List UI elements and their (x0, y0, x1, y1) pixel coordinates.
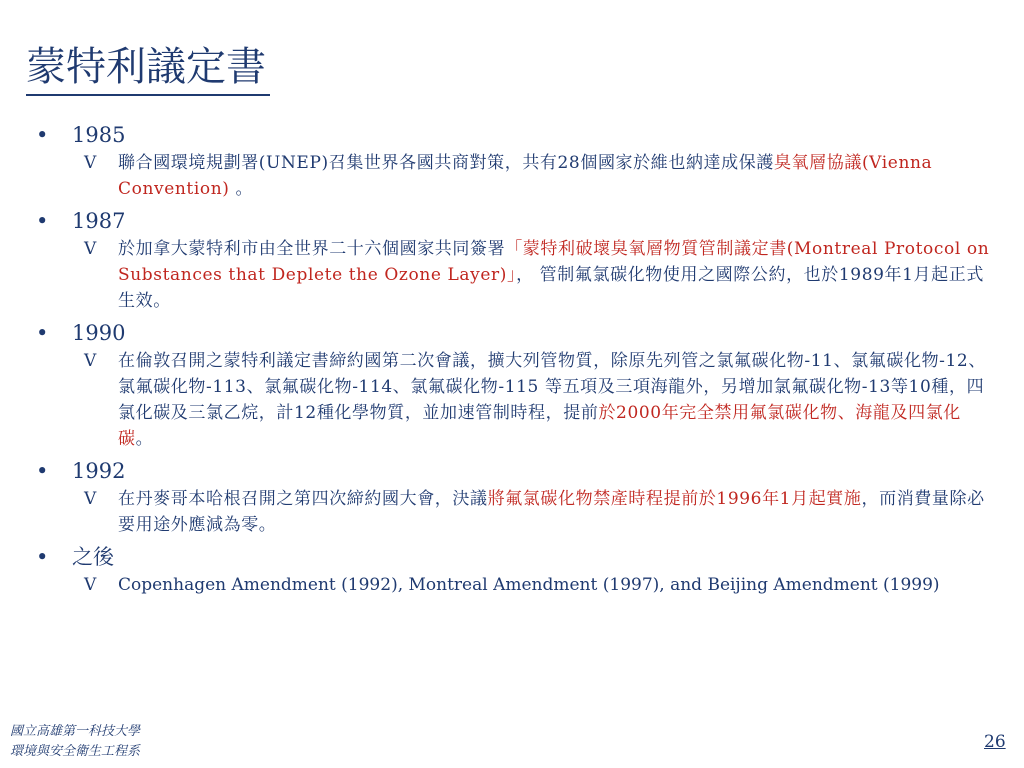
bullet-year: 1990 (72, 321, 126, 345)
bullet-1990 (36, 318, 996, 348)
text-highlight: 「蒙特利破壞臭氧層物質管制議定書(Montreal Protocol on Substances that Deplete the Ozone Layer)」 (118, 239, 990, 285)
sub-marker: V (84, 153, 97, 173)
sub-item-after (36, 572, 996, 598)
slide-title: 蒙特利議定書 (26, 40, 270, 96)
slide-content (36, 118, 996, 602)
bullet-1987 (36, 206, 996, 236)
text-normal: ， 管制氟氯碳化物使用之國際公約，也於1989年1月起正式生效。 (118, 265, 984, 311)
footer-line-1: 國立高雄第一科技大學 (10, 724, 141, 739)
sub-marker: V (84, 239, 97, 259)
text-normal: 聯合國環境規劃署(UNEP)召集世界各國共商對策，共有28個國家於維也納達成保護 (118, 153, 774, 173)
bullet-year: 1985 (72, 123, 126, 147)
bullet-1992 (36, 456, 996, 486)
text-normal: ，而消費量除必要用途外應減為零。 (118, 489, 985, 535)
text-normal: 於加拿大蒙特利市由全世界二十六個國家共同簽署 (118, 239, 506, 259)
bullet-icon: • (36, 321, 49, 345)
bullet-year: 1987 (72, 209, 126, 233)
bullet-icon: • (36, 459, 49, 483)
text-normal: 。 (229, 179, 254, 199)
text-highlight: 於2000年完全禁用氟氯碳化物、海龍及四氯化碳 (118, 403, 961, 449)
sub-item-1990 (36, 348, 996, 452)
text-normal: 在丹麥哥本哈根召開之第四次締約國大會，決議 (118, 489, 488, 509)
text-highlight: 臭氧層協議(Vienna Convention) (118, 153, 933, 199)
sub-marker: V (84, 489, 97, 509)
bullet-year: 之後 (72, 545, 114, 569)
bullet-icon: • (36, 123, 49, 147)
footer-institution (10, 722, 140, 762)
page-number: 26 (984, 732, 1006, 752)
sub-item-1985 (36, 150, 996, 202)
bullet-year: 1992 (72, 459, 126, 483)
sub-marker: V (84, 575, 97, 595)
bullet-icon: • (36, 209, 49, 233)
text-highlight: 將氟氯碳化物禁產時程提前於1996年1月起實施 (487, 489, 862, 509)
text-normal: 在倫敦召開之蒙特利議定書締約國第二次會議，擴大列管物質，除原先列管之氯氟碳化物-11、氯氟碳化物-12、氯氟碳化物-113、氯氟碳化物-114、氯氟碳化物-115 等五項及三項海龍外，另增加氯氟碳化物-13等10種，四氯化碳及三氯乙烷，計12種化學物質，並加速管制時程，提前 (118, 351, 986, 423)
bullet-1985 (36, 120, 996, 150)
text-normal: Copenhagen Amendment (1992), Montreal Amendment (1997), and Beijing Amendment (1999) (118, 575, 940, 595)
bullet-after (36, 542, 996, 572)
sub-marker: V (84, 351, 97, 371)
footer-line-2: 環境與安全衛生工程系 (10, 744, 141, 759)
bullet-icon: • (36, 545, 49, 569)
sub-item-1992 (36, 486, 996, 538)
text-normal: 。 (135, 429, 154, 449)
sub-item-1987 (36, 236, 996, 314)
